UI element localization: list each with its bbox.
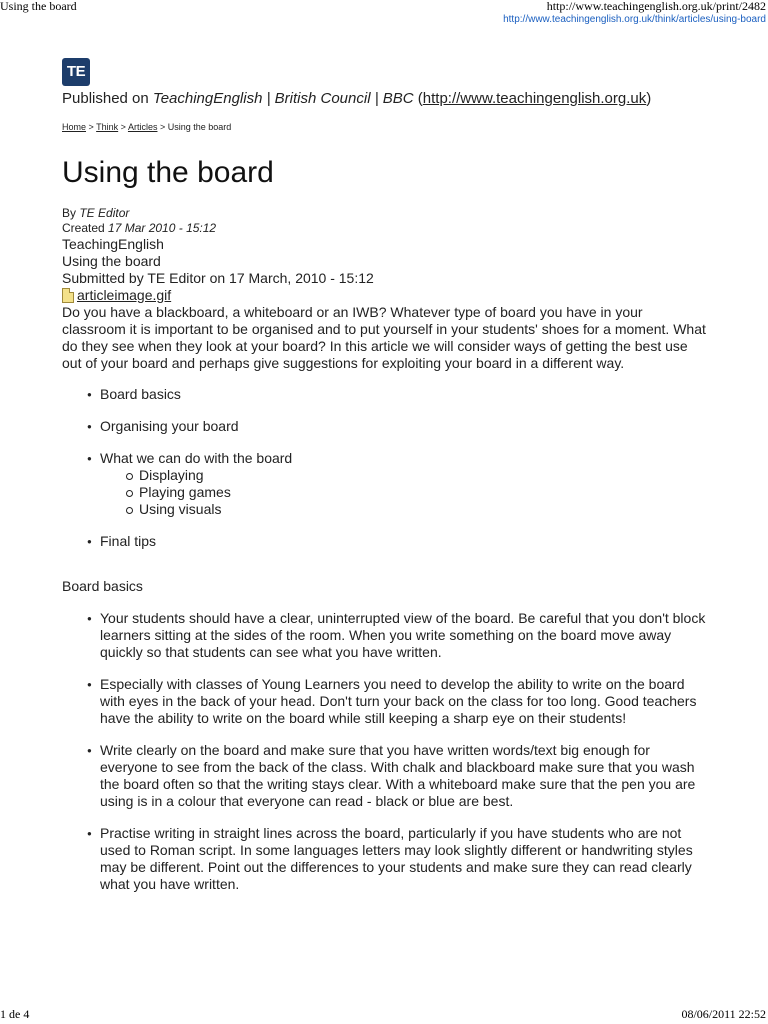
published-open: ( [413,90,423,107]
created-label: Created [62,221,109,235]
toc-subitem: Displaying [139,467,712,484]
breadcrumb-separator: > [120,122,126,132]
list-item: ● Practise writing in straight lines across the board, particularly if you have students who are not used to Roman script. In some languages letters may look slightly different or handwriting styles may be different. Point out the differences to your students and make sure they can read clearly what you have written. [100,825,710,893]
toc-item: ● Board basics [100,386,712,403]
created-line [62,221,712,236]
site-name: TeachingEnglish [62,236,164,252]
breadcrumb [62,122,712,132]
site-link[interactable]: http://www.teachingenglish.org.uk [422,90,647,107]
breadcrumb-current: Using the board [167,122,232,132]
breadcrumb-separator: > [88,122,94,132]
toc-subitem: Playing games [139,484,712,501]
page-number: 1 de 4 [0,1007,30,1021]
author-name: TE Editor [79,206,130,220]
article-subtitle: Using the board [62,253,161,269]
list-item: ● Your students should have a clear, uninterrupted view of the board. Be careful that you don't block learners sitting at the sides of the room. When you write something on the board move away quickly so that students can see what you have written. [100,610,710,661]
print-page-title: Using the board [0,0,77,13]
print-page-url: http://www.teachingenglish.org.uk/print/2482 [546,0,766,13]
toc-item: ● Final tips [100,533,712,550]
image-file-icon [62,288,74,303]
submitted-line: Submitted by TE Editor on 17 March, 2010 - 15:12 [62,270,374,286]
table-of-contents [62,386,712,550]
breadcrumb-think[interactable]: Think [96,122,119,132]
article-meta [62,206,712,236]
teachingenglish-logo[interactable]: TE [62,58,90,86]
breadcrumb-separator: > [159,122,166,132]
print-datetime: 08/06/2011 22:52 [681,1007,766,1021]
attachment-link[interactable]: articleimage.gif [77,287,172,303]
toc-subitem: Using visuals [139,501,712,518]
byline [62,206,712,221]
breadcrumb-home[interactable]: Home [62,122,87,132]
intro-paragraph: Do you have a blackboard, a whiteboard or an IWB? Whatever type of board you have in your classroom it is important to be organised and to put yourself in your students' shoes for a moment. What do they see when they look at your board? In this article we will consider ways of getting the best use out of your board and perhaps give suggestions for exploiting your board in a different way. [62,304,706,371]
article-url-link[interactable]: http://www.teachingenglish.org.uk/think/articles/using-board [503,14,766,25]
page-title: Using the board [62,156,274,189]
by-label: By [62,206,80,220]
list-item: ● Write clearly on the board and make sure that you have written words/text big enough for everyone to see from the back of the class. With chalk and blackboard make sure that you wash the board often so that the writing stays clear. With a whiteboard make sure that the pen you are using is in a colour that everyone can read - black or blue are best. [100,742,710,810]
attachment [62,287,712,304]
toc-item-label: What we can do with the board [100,450,293,466]
published-site: TeachingEnglish | British Council | BBC [152,90,414,107]
toc-item [100,450,712,518]
list-item: ● Especially with classes of Young Learners you need to develop the ability to write on the board with eyes in the back of your head. Don't turn your back on the class for too long. Good teachers have the ability to write on the board while still keeping a sharp eye on their students! [100,676,710,727]
toc-sublist [100,467,712,518]
section-heading: Board basics [62,578,143,594]
toc-item: ● Organising your board [100,418,712,435]
published-close: ) [646,90,652,107]
board-basics-list [62,610,712,893]
created-date: 17 Mar 2010 - 15:12 [108,221,217,235]
breadcrumb-articles[interactable]: Articles [127,122,158,132]
published-line [62,90,712,108]
article-content [62,58,712,908]
published-prefix: Published on [62,90,153,107]
